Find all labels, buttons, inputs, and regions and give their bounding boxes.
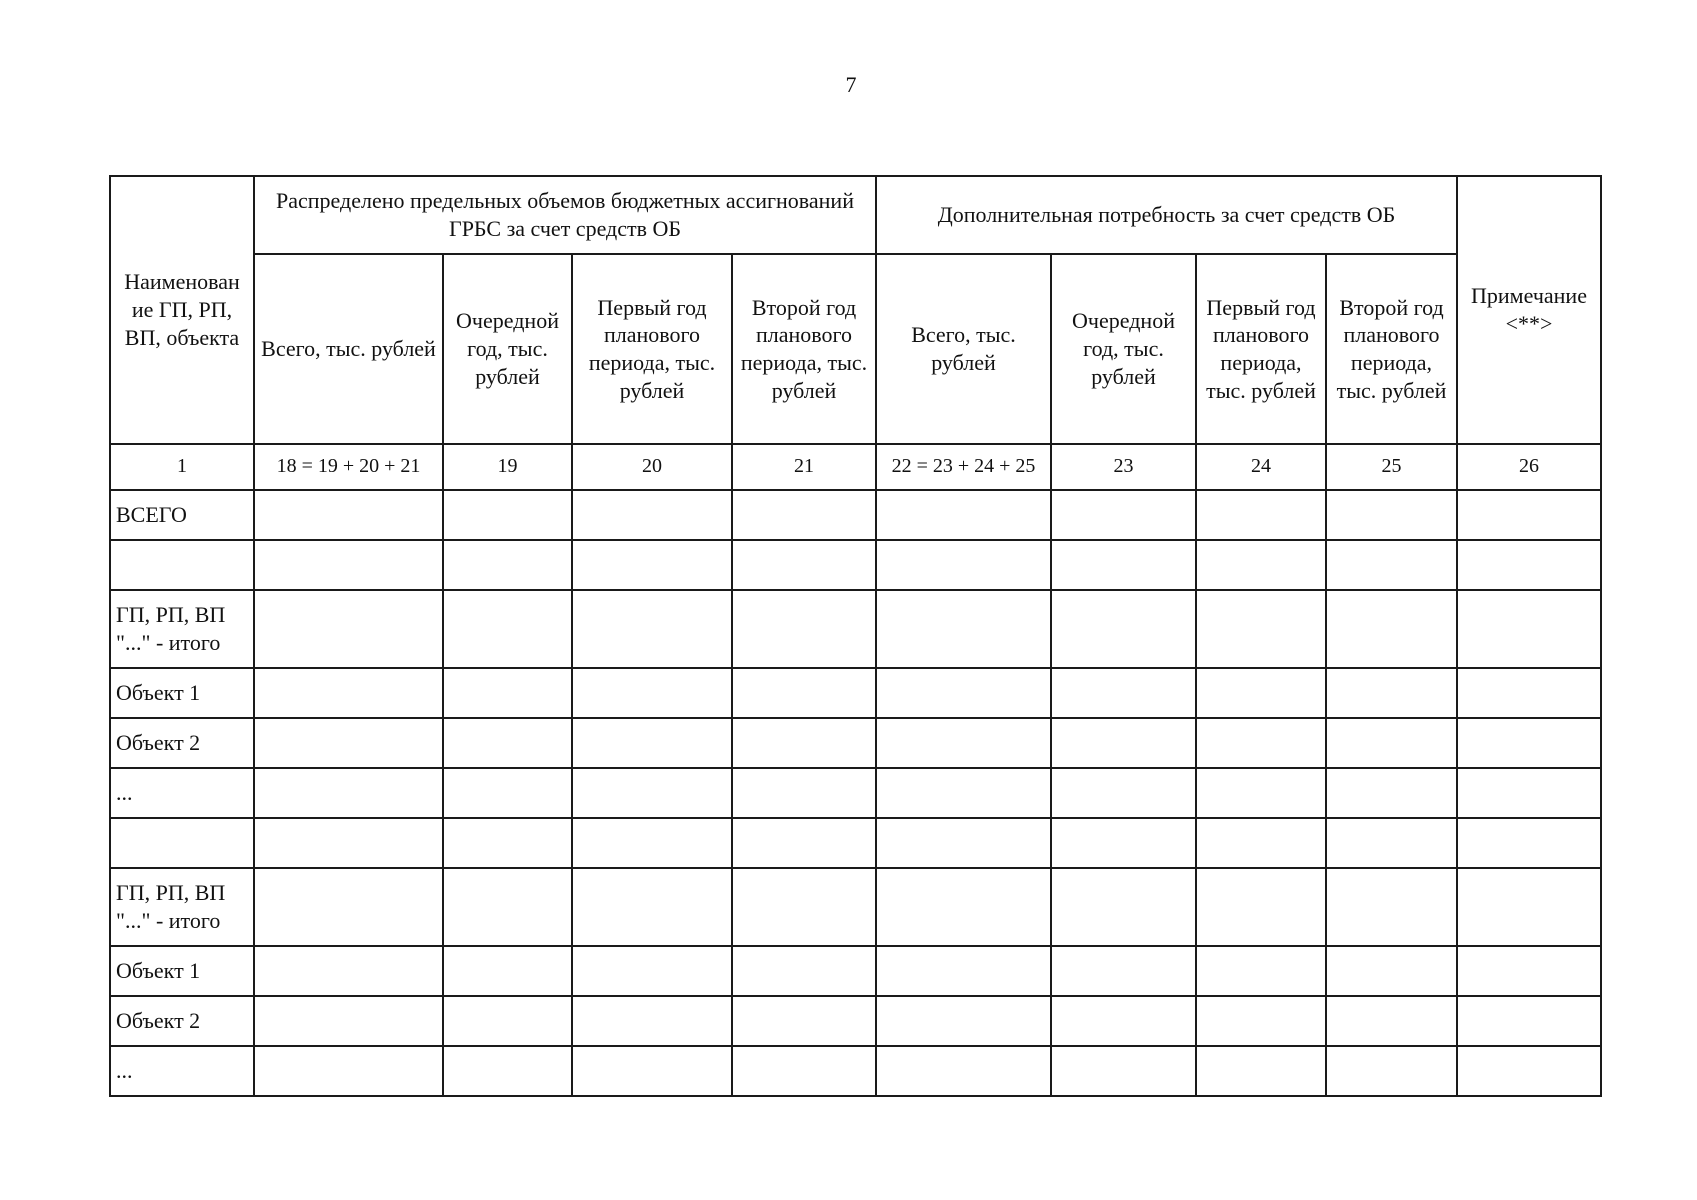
value-cell xyxy=(572,490,732,540)
value-cell xyxy=(1051,996,1196,1046)
value-cell xyxy=(443,668,572,718)
value-cell xyxy=(254,768,443,818)
table-row xyxy=(110,590,1601,668)
value-cell xyxy=(443,540,572,590)
value-cell xyxy=(443,818,572,868)
header-additional-next-year: Очередной год, тыс. рублей xyxy=(1051,254,1196,444)
value-cell xyxy=(1051,590,1196,668)
value-cell xyxy=(1457,590,1601,668)
table-row xyxy=(110,946,1601,996)
header-allocated-total: Всего, тыс. рублей xyxy=(254,254,443,444)
table-row xyxy=(110,668,1601,718)
value-cell xyxy=(443,996,572,1046)
value-cell xyxy=(1457,818,1601,868)
value-cell xyxy=(1051,768,1196,818)
value-cell xyxy=(572,996,732,1046)
value-cell xyxy=(443,490,572,540)
row-name-cell: ГП, РП, ВП "..." - итого xyxy=(110,590,254,668)
value-cell xyxy=(1326,590,1457,668)
value-cell xyxy=(254,718,443,768)
value-cell xyxy=(1326,718,1457,768)
value-cell xyxy=(1326,668,1457,718)
value-cell xyxy=(254,996,443,1046)
value-cell xyxy=(1051,946,1196,996)
value-cell xyxy=(1196,946,1326,996)
column-number: 19 xyxy=(443,444,572,490)
page-number: 7 xyxy=(845,72,857,97)
value-cell xyxy=(876,668,1051,718)
value-cell xyxy=(572,718,732,768)
value-cell xyxy=(1326,490,1457,540)
value-cell xyxy=(443,1046,572,1096)
header-group-allocated: Распределено предельных объемов бюджетных ассигнований ГРБС за счет средств ОБ xyxy=(254,176,876,254)
value-cell xyxy=(254,818,443,868)
value-cell xyxy=(1326,946,1457,996)
column-number-row xyxy=(110,444,1601,490)
value-cell xyxy=(1326,996,1457,1046)
value-cell xyxy=(1457,1046,1601,1096)
value-cell xyxy=(572,868,732,946)
value-cell xyxy=(876,946,1051,996)
header-allocated-next-year: Очередной год, тыс. рублей xyxy=(443,254,572,444)
value-cell xyxy=(1457,668,1601,718)
value-cell xyxy=(572,590,732,668)
value-cell xyxy=(1457,490,1601,540)
header-allocated-plan-year-2: Второй год планового периода, тыс. рублей xyxy=(732,254,876,444)
value-cell xyxy=(876,590,1051,668)
column-number: 24 xyxy=(1196,444,1326,490)
value-cell xyxy=(572,1046,732,1096)
value-cell xyxy=(443,590,572,668)
value-cell xyxy=(572,946,732,996)
value-cell xyxy=(732,718,876,768)
value-cell xyxy=(876,868,1051,946)
value-cell xyxy=(1457,868,1601,946)
table-row xyxy=(110,490,1601,540)
table-row xyxy=(110,1046,1601,1096)
value-cell xyxy=(732,490,876,540)
value-cell xyxy=(1196,668,1326,718)
header-additional-plan-year-1: Первый год планового периода, тыс. рублей xyxy=(1196,254,1326,444)
row-name-cell: ... xyxy=(110,1046,254,1096)
value-cell xyxy=(876,996,1051,1046)
value-cell xyxy=(732,1046,876,1096)
value-cell xyxy=(732,868,876,946)
column-number: 25 xyxy=(1326,444,1457,490)
header-allocated-plan-year-1: Первый год планового периода, тыс. рублей xyxy=(572,254,732,444)
header-group-additional: Дополнительная потребность за счет средств ОБ xyxy=(876,176,1457,254)
value-cell xyxy=(876,1046,1051,1096)
table-row xyxy=(110,996,1601,1046)
value-cell xyxy=(1051,718,1196,768)
value-cell xyxy=(1196,1046,1326,1096)
value-cell xyxy=(254,868,443,946)
column-number: 18 = 19 + 20 + 21 xyxy=(254,444,443,490)
value-cell xyxy=(876,718,1051,768)
value-cell xyxy=(443,946,572,996)
value-cell xyxy=(254,590,443,668)
value-cell xyxy=(1051,540,1196,590)
column-number: 21 xyxy=(732,444,876,490)
row-name-cell: ВСЕГО xyxy=(110,490,254,540)
value-cell xyxy=(1196,818,1326,868)
value-cell xyxy=(1051,1046,1196,1096)
row-name-cell: Объект 1 xyxy=(110,946,254,996)
value-cell xyxy=(1326,1046,1457,1096)
value-cell xyxy=(1051,868,1196,946)
value-cell xyxy=(732,668,876,718)
column-number: 23 xyxy=(1051,444,1196,490)
column-number: 1 xyxy=(110,444,254,490)
row-name-cell: ГП, РП, ВП "..." - итого xyxy=(110,868,254,946)
value-cell xyxy=(254,490,443,540)
table-row xyxy=(110,540,1601,590)
table-row xyxy=(110,718,1601,768)
row-name-cell xyxy=(110,540,254,590)
value-cell xyxy=(876,490,1051,540)
value-cell xyxy=(876,768,1051,818)
column-number: 26 xyxy=(1457,444,1601,490)
value-cell xyxy=(443,718,572,768)
value-cell xyxy=(1196,868,1326,946)
value-cell xyxy=(1196,768,1326,818)
row-name-cell xyxy=(110,818,254,868)
value-cell xyxy=(732,540,876,590)
value-cell xyxy=(1196,490,1326,540)
value-cell xyxy=(1326,818,1457,868)
row-name-cell: Объект 1 xyxy=(110,668,254,718)
value-cell xyxy=(1051,490,1196,540)
value-cell xyxy=(443,868,572,946)
value-cell xyxy=(254,1046,443,1096)
value-cell xyxy=(572,818,732,868)
value-cell xyxy=(572,668,732,718)
value-cell xyxy=(1196,590,1326,668)
value-cell xyxy=(1326,868,1457,946)
header-additional-plan-year-2: Второй год планового периода, тыс. рублей xyxy=(1326,254,1457,444)
value-cell xyxy=(254,540,443,590)
value-cell xyxy=(1051,818,1196,868)
value-cell xyxy=(732,768,876,818)
header-additional-total: Всего, тыс. рублей xyxy=(876,254,1051,444)
value-cell xyxy=(876,818,1051,868)
column-number: 20 xyxy=(572,444,732,490)
table-row xyxy=(110,818,1601,868)
value-cell xyxy=(254,668,443,718)
value-cell xyxy=(1196,540,1326,590)
value-cell xyxy=(732,946,876,996)
budget-form-table xyxy=(109,175,1602,1097)
value-cell xyxy=(1457,946,1601,996)
value-cell xyxy=(1196,718,1326,768)
value-cell xyxy=(254,946,443,996)
value-cell xyxy=(1326,540,1457,590)
value-cell xyxy=(1457,768,1601,818)
row-name-cell: Объект 2 xyxy=(110,718,254,768)
value-cell xyxy=(732,818,876,868)
header-note-column: Примечание <**> xyxy=(1457,176,1601,444)
table-row xyxy=(110,868,1601,946)
value-cell xyxy=(732,590,876,668)
header-name-column: Наименован ие ГП, РП, ВП, объекта xyxy=(110,176,254,444)
value-cell xyxy=(1457,996,1601,1046)
table-row xyxy=(110,768,1601,818)
value-cell xyxy=(1326,768,1457,818)
value-cell xyxy=(1457,718,1601,768)
value-cell xyxy=(876,540,1051,590)
value-cell xyxy=(572,540,732,590)
row-name-cell: Объект 2 xyxy=(110,996,254,1046)
value-cell xyxy=(732,996,876,1046)
row-name-cell: ... xyxy=(110,768,254,818)
value-cell xyxy=(1051,668,1196,718)
value-cell xyxy=(572,768,732,818)
column-number: 22 = 23 + 24 + 25 xyxy=(876,444,1051,490)
value-cell xyxy=(443,768,572,818)
value-cell xyxy=(1457,540,1601,590)
value-cell xyxy=(1196,996,1326,1046)
